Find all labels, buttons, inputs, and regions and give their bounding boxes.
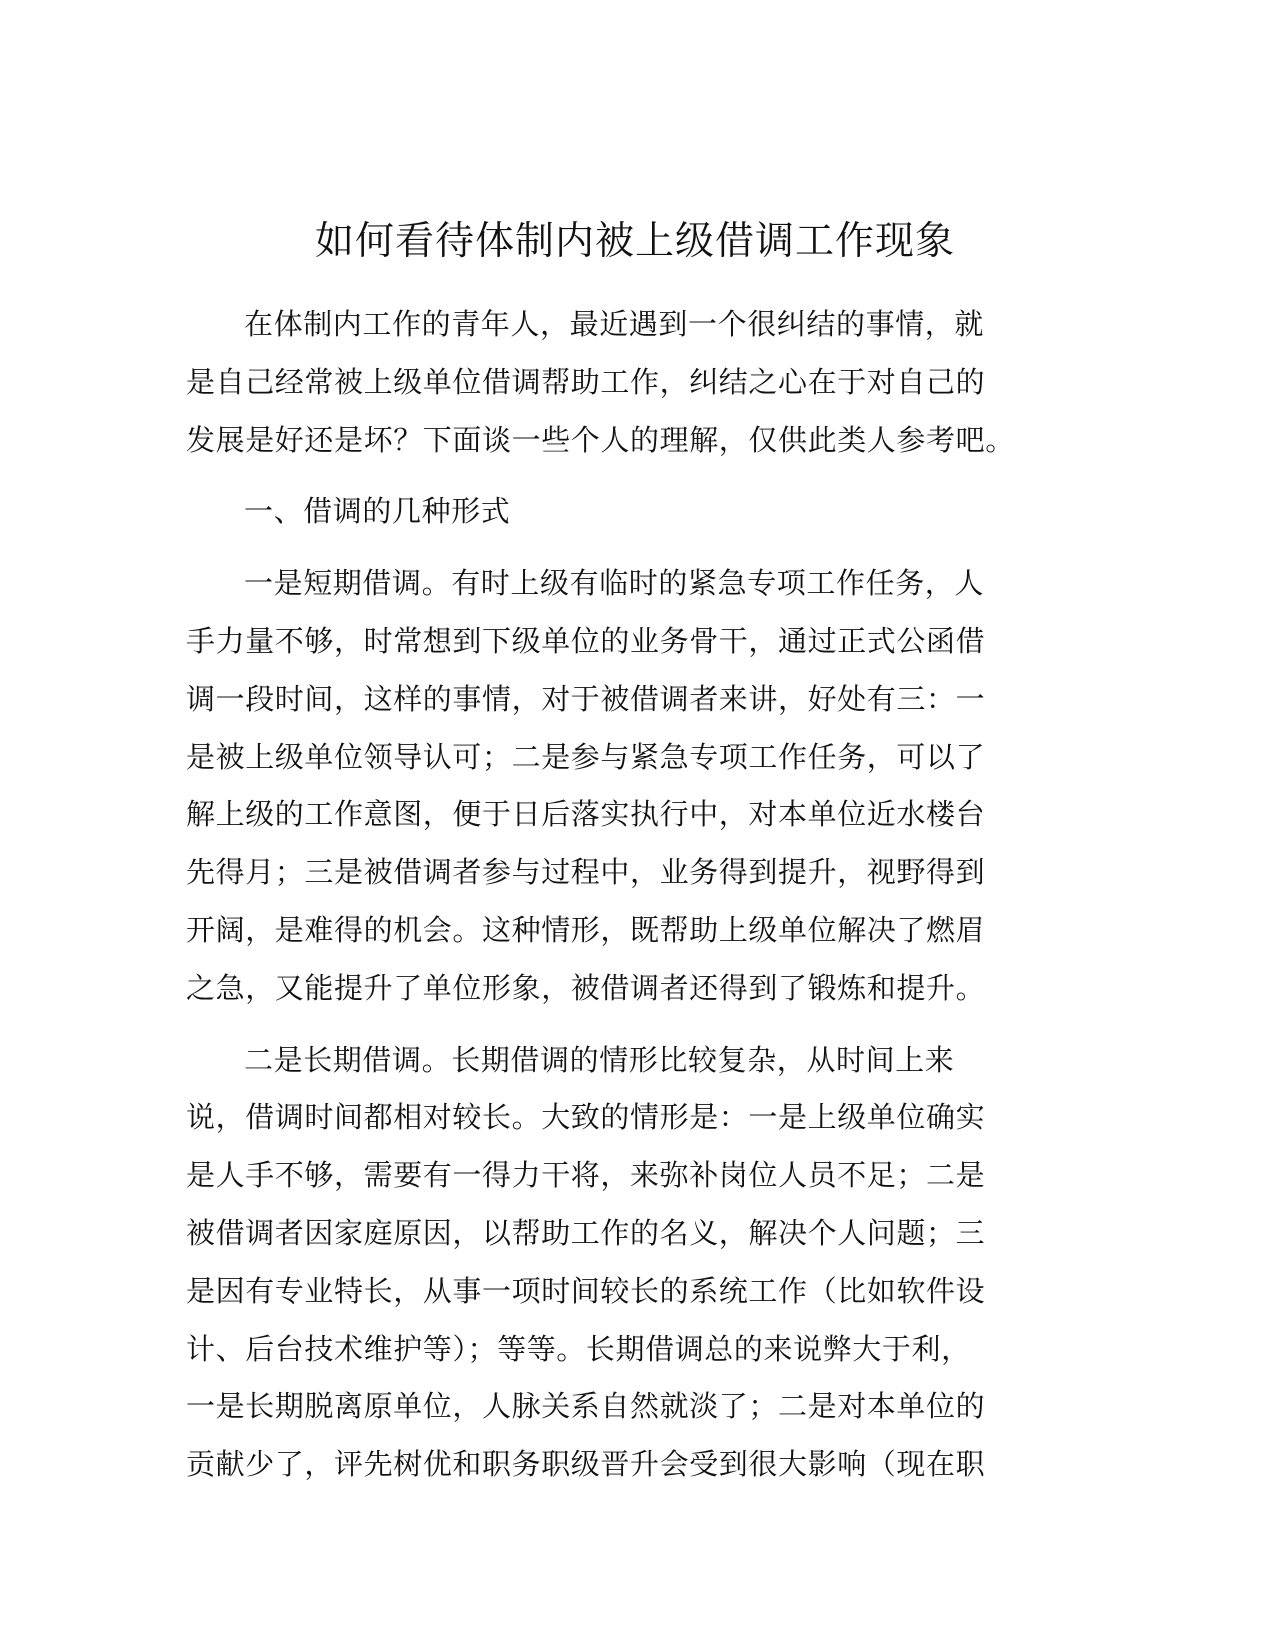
paragraph-line: 一是短期借调。有时上级有临时的紧急专项工作任务，人 xyxy=(244,566,985,601)
paragraph-line: 贡献少了，评先树优和职务职级晋升会受到很大影响（现在职 xyxy=(186,1447,986,1482)
paragraph-line: 一是长期脱离原单位，人脉关系自然就淡了；二是对本单位的 xyxy=(186,1389,986,1424)
paragraph-line: 先得月；三是被借调者参与过程中，业务得到提升，视野得到 xyxy=(186,855,986,890)
paragraph-line: 发展是好还是坏？下面谈一些个人的理解，仅供此类人参考吧。 xyxy=(186,422,1015,457)
document-body xyxy=(186,296,1098,1508)
paragraph-line: 手力量不够，时常想到下级单位的业务骨干，通过正式公函借 xyxy=(186,623,986,658)
long-term-paragraph xyxy=(186,1032,1098,1494)
paragraph-line: 被借调者因家庭原因，以帮助工作的名义，解决个人问题；三 xyxy=(186,1215,986,1250)
paragraph-line: 说，借调时间都相对较长。大致的情形是：一是上级单位确实 xyxy=(186,1100,986,1135)
paragraph-line: 之急，又能提升了单位形象，被借调者还得到了锻炼和提升。 xyxy=(186,970,986,1005)
paragraph-line: 调一段时间，这样的事情，对于被借调者来讲，好处有三：一 xyxy=(186,681,986,716)
short-term-paragraph xyxy=(186,555,1098,1017)
paragraph-line: 计、后台技术维护等）；等等。长期借调总的来说弊大于利， xyxy=(186,1331,971,1366)
paragraph-line: 解上级的工作意图，便于日后落实执行中，对本单位近水楼台 xyxy=(186,797,986,832)
paragraph-line: 开阔，是难得的机会。这种情形，既帮助上级单位解决了燃眉 xyxy=(186,912,986,947)
paragraph-line: 是因有专业特长，从事一项时间较长的系统工作（比如软件设 xyxy=(186,1273,986,1308)
intro-paragraph xyxy=(186,296,1098,469)
document-title: 如何看待体制内被上级借调工作现象 xyxy=(314,219,955,264)
section-heading: 一、借调的几种形式 xyxy=(244,494,511,529)
paragraph-line: 在体制内工作的青年人，最近遇到一个很纠结的事情，就 xyxy=(244,307,985,341)
paragraph-line: 是人手不够，需要有一得力干将，来弥补岗位人员不足；二是 xyxy=(186,1158,986,1193)
paragraph-line: 二是长期借调。长期借调的情形比较复杂，从时间上来 xyxy=(244,1042,955,1077)
paragraph-line: 是被上级单位领导认可；二是参与紧急专项工作任务，可以了 xyxy=(186,739,986,774)
paragraph-line: 是自己经常被上级单位借调帮助工作，纠结之心在于对自己的 xyxy=(186,364,986,399)
